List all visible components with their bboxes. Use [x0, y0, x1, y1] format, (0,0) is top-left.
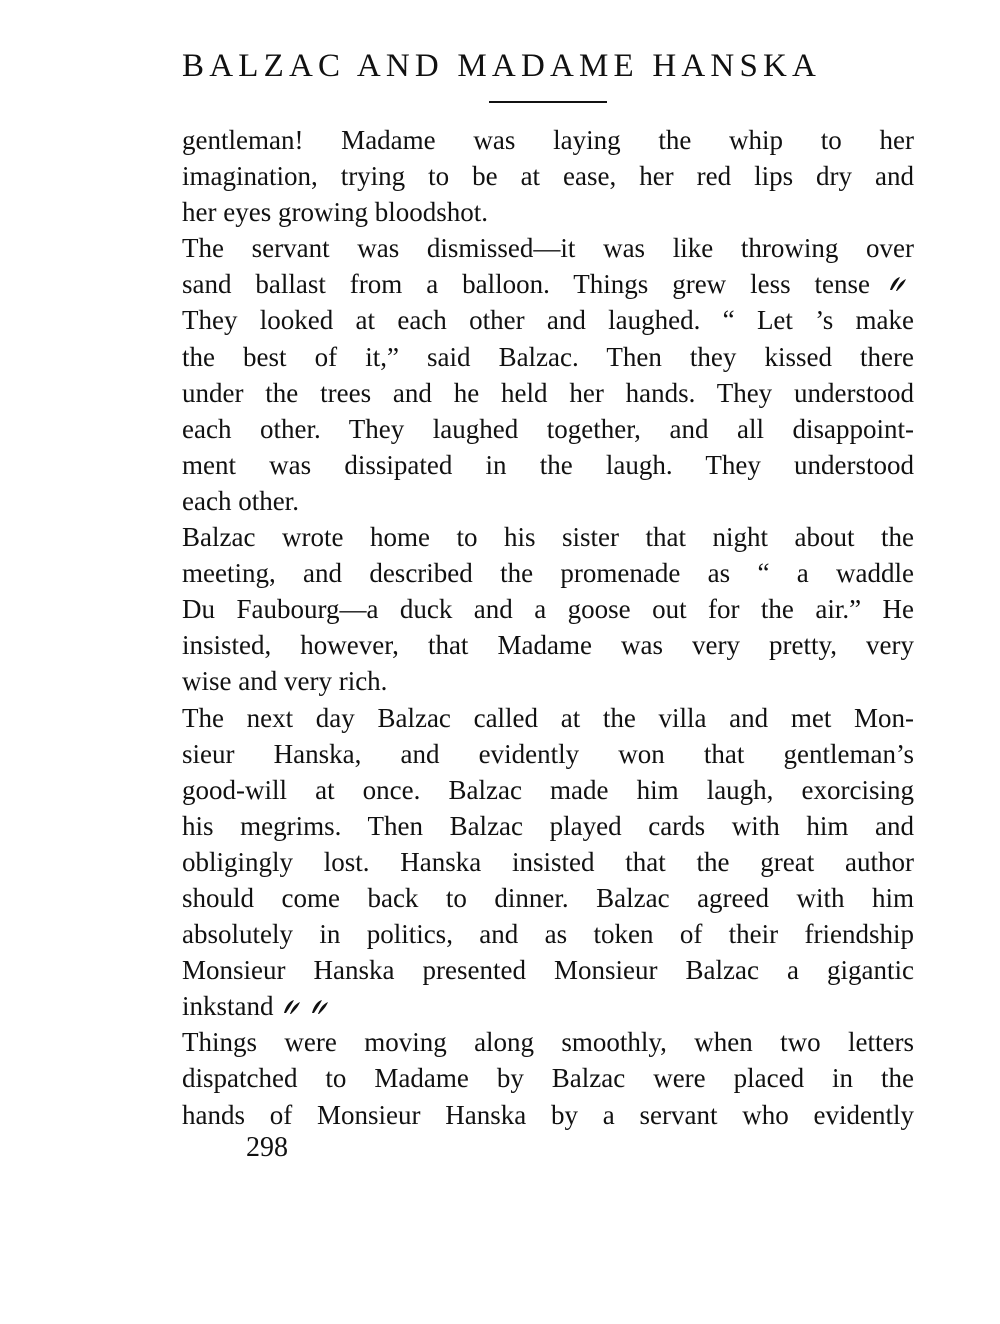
text-line: his megrims. Then Balzac played cards with him and [182, 810, 914, 841]
text-line: her eyes growing bloodshot. [182, 197, 488, 228]
text-line: each other. [182, 485, 299, 516]
text-line: meeting, and described the promenade as “ a waddle [182, 558, 914, 589]
text-line-with-ornament [182, 988, 914, 1024]
text-line: the best of it,” said Balzac. Then they kissed there [182, 341, 914, 372]
text-line: sand ballast from a balloon. Things grew less tense [182, 269, 870, 300]
leaf-ornament-icon [888, 274, 908, 294]
text-line: Monsieur Hanska presented Monsieur Balzac a gigantic [182, 955, 914, 986]
paragraph-1 [182, 122, 914, 230]
text-line: wise and very rich. [182, 666, 388, 697]
text-line: good-will at once. Balzac made him laugh, exorcising [182, 774, 914, 805]
text-line: ment was dissipated in the laugh. They understood [182, 449, 914, 480]
body-text [182, 122, 914, 1133]
running-head: BALZAC AND MADAME HANSKA [182, 48, 822, 84]
text-line: The servant was dismissed—it was like throwing over [182, 233, 914, 264]
text-line: They looked at each other and laughed. “ Let ’s make [182, 305, 914, 336]
leaf-ornament-icon [282, 997, 302, 1017]
text-line: hands of Monsieur Hanska by a servant who evidently [182, 1099, 914, 1130]
text-line-with-ornament [182, 266, 914, 302]
text-line: Du Faubourg—a duck and a goose out for the air.” He [182, 594, 914, 625]
text-line: should come back to dinner. Balzac agreed with him [182, 882, 914, 913]
paragraph-5 [182, 1024, 914, 1132]
text-line: inkstand [182, 991, 274, 1022]
text-line: The next day Balzac called at the villa and met Mon- [182, 702, 914, 733]
text-line: insisted, however, that Madame was very pretty, very [182, 630, 914, 661]
text-line: Things were moving along smoothly, when two letters [182, 1027, 914, 1058]
paragraph-4 [182, 700, 914, 1025]
text-line: dispatched to Madame by Balzac were placed in the [182, 1063, 914, 1094]
page-number: 298 [246, 1132, 288, 1163]
paragraph-3 [182, 519, 914, 699]
paragraph-2 [182, 230, 914, 519]
text-line: Balzac wrote home to his sister that night about the [182, 522, 914, 553]
text-line: each other. They laughed together, and all disappoint- [182, 413, 914, 444]
leaf-ornament-icon [310, 997, 330, 1017]
text-line: imagination, trying to be at ease, her red lips dry and [182, 161, 914, 192]
text-line: obligingly lost. Hanska insisted that the great author [182, 846, 914, 877]
text-line: sieur Hanska, and evidently won that gentleman’s [182, 738, 914, 769]
head-rule [489, 101, 607, 103]
text-line: absolutely in politics, and as token of their friendship [182, 919, 914, 950]
text-line: under the trees and he held her hands. They understood [182, 377, 914, 408]
text-line: gentleman! Madame was laying the whip to her [182, 125, 914, 155]
